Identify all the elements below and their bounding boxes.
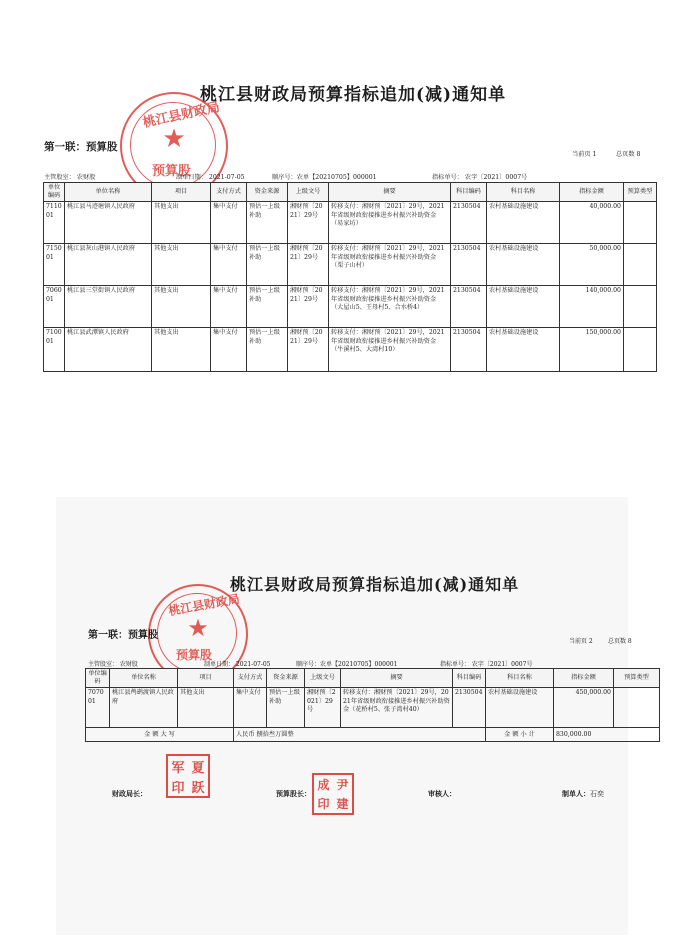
amount-words-label: 金 额 大 写 (86, 728, 234, 742)
table-row (44, 286, 657, 328)
amount: 450,000.00 (554, 688, 614, 728)
date: 制单日期： 2021-07-05 (204, 661, 271, 668)
col-header: 单位编码 (86, 669, 110, 688)
copy-label: 第一联：预算股 (44, 141, 118, 153)
fund-source: 预估一上级补助 (247, 244, 288, 286)
col-header: 预算类型 (624, 183, 657, 202)
budget-type (624, 328, 657, 372)
pay-method: 集中支付 (211, 244, 247, 286)
page1-table (43, 182, 657, 372)
supervisor: 主管股室： 农财股 (88, 661, 138, 668)
unit-name: 桃江县鸬鹚渡镇人民政府 (110, 688, 178, 728)
amount-words: 人民币 捌拾叁万圆整 (234, 728, 486, 742)
subtotal-value: 830,000.00 (554, 728, 660, 742)
col-header: 指标金额 (560, 183, 624, 202)
upper-doc: 湘财预〔2021〕29号 (288, 244, 329, 286)
seal-char: 夏 (191, 760, 205, 776)
fund-source: 预估一上级补助 (247, 202, 288, 244)
unit-code: 706001 (44, 286, 65, 328)
unit-code: 715001 (44, 244, 65, 286)
supervisor: 主管股室： 农财股 (44, 174, 96, 181)
director-seal (166, 754, 210, 798)
item: 其他支出 (152, 328, 211, 372)
seal-char: 军 (171, 760, 185, 776)
col-header: 单位名称 (110, 669, 178, 688)
table-header-row (86, 669, 660, 688)
table-row (44, 244, 657, 286)
subject-name: 农村基础设施建设 (486, 688, 554, 728)
date: 制单日期： 2021-07-05 (176, 174, 245, 181)
col-header: 摘要 (341, 669, 453, 688)
upper-doc: 湘财预〔2021〕29号 (305, 688, 341, 728)
unit-code: 711001 (44, 202, 65, 244)
current-page: 当前页 2 (569, 638, 593, 645)
upper-doc: 湘财预〔2021〕29号 (288, 328, 329, 372)
budget-type (624, 286, 657, 328)
subtotal-label: 金 额 小 计 (486, 728, 554, 742)
budget-type (624, 244, 657, 286)
page1-title: 桃江县财政局预算指标追加(减)通知单 (200, 85, 507, 105)
col-header: 预算类型 (614, 669, 660, 688)
col-header: 项目 (152, 183, 211, 202)
upper-doc: 湘财预〔2021〕29号 (288, 202, 329, 244)
subject-code: 2130504 (451, 328, 487, 372)
budget-chief-label: 预算股长： (276, 789, 311, 798)
stamp-text: 桃江县财政局 (167, 591, 241, 619)
star-icon: ★ (162, 124, 186, 154)
summary: 转移支付：湘财预〔2021〕29号，2021年省级财政衔接推进乡村振兴补助资金（易家坊） (329, 202, 451, 244)
seal-char: 尹 (336, 778, 349, 792)
doc-number: 指标单号： 农字〔2021〕0007号 (440, 661, 533, 668)
unit-name: 桃江县三堂街镇人民政府 (65, 286, 152, 328)
preparer-label: 制单人：石奕 (562, 789, 604, 798)
unit-name: 桃江县马迹塘镇人民政府 (65, 202, 152, 244)
fund-source: 预估一上级补助 (267, 688, 305, 728)
budget-chief-seal (312, 773, 354, 815)
stamp-dept: 预算股 (152, 164, 192, 179)
col-header: 项目 (178, 669, 234, 688)
col-header: 上级文号 (288, 183, 329, 202)
star-icon: ★ (187, 614, 209, 642)
page2-table (85, 668, 660, 742)
upper-doc: 湘财预〔2021〕29号 (288, 286, 329, 328)
col-header: 科目编码 (453, 669, 486, 688)
seal-char: 建 (336, 797, 349, 811)
col-header: 支付方式 (211, 183, 247, 202)
pay-method: 集中支付 (211, 328, 247, 372)
preparer-name: 石奕 (590, 790, 604, 798)
summary: 转移支付：湘财预〔2021〕29号，2021年省级财政衔接推进乡村振兴补助资金（大屋山5、王母村5、合水桥4） (329, 286, 451, 328)
pay-method: 集中支付 (211, 286, 247, 328)
subject-code: 2130504 (451, 286, 487, 328)
item: 其他支出 (152, 202, 211, 244)
subject-name: 农村基础设施建设 (487, 202, 560, 244)
col-header: 指标金额 (554, 669, 614, 688)
unit-name: 桃江县武潭镇人民政府 (65, 328, 152, 372)
col-header: 上级文号 (305, 669, 341, 688)
subject-name: 农村基础设施建设 (487, 328, 560, 372)
col-header: 单位名称 (65, 183, 152, 202)
amount: 40,000.00 (560, 202, 624, 244)
table-row (86, 688, 660, 728)
col-header: 支付方式 (234, 669, 267, 688)
col-header: 科目名称 (487, 183, 560, 202)
seal-char: 印 (317, 797, 330, 811)
total-pages: 总页数 8 (608, 638, 632, 645)
current-page: 当前页 1 (572, 151, 597, 158)
subject-code: 2130504 (451, 244, 487, 286)
pay-method: 集中支付 (211, 202, 247, 244)
item: 其他支出 (152, 244, 211, 286)
table-row (44, 328, 657, 372)
col-header: 资金来源 (247, 183, 288, 202)
total-pages: 总页数 8 (616, 151, 641, 158)
pay-method: 集中支付 (234, 688, 267, 728)
item: 其他支出 (178, 688, 234, 728)
copy-label: 第一联：预算股 (88, 630, 158, 641)
col-header: 单位编码 (44, 183, 65, 202)
amount: 140,000.00 (560, 286, 624, 328)
doc-number: 指标单号： 农字〔2021〕0007号 (432, 174, 528, 181)
summary: 转移支付：湘财预〔2021〕29号，2021年省级财政衔接推进乡村振兴补助资金（栗子山村） (329, 244, 451, 286)
table-row (44, 202, 657, 244)
amount: 50,000.00 (560, 244, 624, 286)
budget-type (614, 688, 660, 728)
subject-name: 农村基础设施建设 (487, 244, 560, 286)
col-header: 摘要 (329, 183, 451, 202)
subject-code: 2130504 (451, 202, 487, 244)
subject-name: 农村基础设施建设 (487, 286, 560, 328)
subject-code: 2130504 (453, 688, 486, 728)
fund-source: 预估一上级补助 (247, 286, 288, 328)
total-row (86, 728, 660, 742)
table-header-row (44, 183, 657, 202)
summary: 转移支付：湘财预〔2021〕29号，2021年省级财政衔接推进乡村振兴补助资金（牛溪村5、大湾村10） (329, 328, 451, 372)
unit-name: 桃江县灰山港镇人民政府 (65, 244, 152, 286)
summary: 转移支付：湘财预〔2021〕29号，2021年省级财政衔接推进乡村振兴补助资金（花桥村5、张子湾村40） (341, 688, 453, 728)
col-header: 科目编码 (451, 183, 487, 202)
budget-type (624, 202, 657, 244)
seal-char: 成 (317, 778, 330, 792)
reviewer-label: 审核人： (428, 789, 456, 798)
col-header: 科目名称 (486, 669, 554, 688)
item: 其他支出 (152, 286, 211, 328)
seq-number: 顺序号：农单【20210705】000001 (272, 174, 377, 181)
seal-char: 跃 (191, 780, 205, 796)
unit-code: 710001 (44, 328, 65, 372)
col-header: 资金来源 (267, 669, 305, 688)
stamp-dept: 预算股 (176, 648, 213, 662)
unit-code: 707001 (86, 688, 110, 728)
fund-source: 预估一上级补助 (247, 328, 288, 372)
page2-title: 桃江县财政局预算指标追加(减)通知单 (230, 575, 520, 594)
seal-char: 印 (171, 780, 185, 796)
amount: 150,000.00 (560, 328, 624, 372)
director-label: 财政局长： (112, 789, 147, 798)
seq-number: 顺序号：农单【20210705】000001 (296, 661, 398, 668)
stamp-text: 桃江县财政局 (141, 100, 222, 131)
